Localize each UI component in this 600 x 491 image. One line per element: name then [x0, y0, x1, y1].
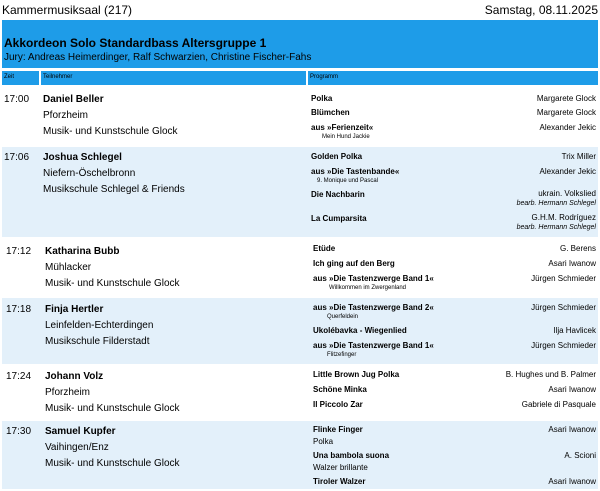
participant-school: Musik- und Kunstschule Glock: [45, 278, 180, 289]
participant-name: Katharina Bubb: [45, 246, 120, 257]
piece-composer: Trix Miller: [561, 152, 596, 161]
participant-school: Musikschule Filderstadt: [45, 336, 150, 347]
piece-title: aus »Die Tastenbande«: [311, 167, 400, 176]
participant-school: Musik- und Kunstschule Glock: [45, 403, 180, 414]
piece-note: Mein Hund Jackie: [322, 134, 370, 140]
piece-title: aus »Die Tastenzwerge Band 1«: [313, 274, 434, 283]
piece-title: aus »Die Tastenzwerge Band 2«: [313, 303, 434, 312]
piece-note: Flitzefinger: [327, 352, 357, 358]
piece-composer: Jürgen Schmieder: [531, 341, 596, 350]
piece-title: Schöne Minka: [313, 385, 367, 394]
piece-composer: Alexander Jekic: [539, 123, 596, 132]
column-header: [2, 71, 598, 85]
entry-time: 17:12: [6, 246, 32, 257]
event-date: Samstag, 08.11.2025: [484, 3, 598, 17]
piece-composer: Jürgen Schmieder: [531, 274, 596, 283]
category-header: [2, 20, 598, 68]
participant-city: Leinfelden-Echterdingen: [45, 320, 154, 331]
piece-title: Etüde: [313, 244, 336, 253]
piece-title: Ukolébavka - Wiegenlied: [313, 326, 407, 335]
piece-title: aus »Ferienzeit«: [311, 123, 374, 132]
piece-title: Golden Polka: [311, 152, 363, 161]
participant-city: Pforzheim: [45, 387, 91, 398]
hall-name: Kammermusiksaal (217): [2, 3, 133, 17]
column-program: Programm: [308, 71, 598, 85]
piece-title: La Cumparsita: [311, 214, 367, 223]
piece-title: Little Brown Jug Polka: [313, 370, 400, 379]
participant-name: Daniel Beller: [43, 94, 104, 105]
piece-title: aus »Die Tastenzwerge Band 1«: [313, 341, 434, 350]
piece-composer: ukrain. Volkslied: [538, 189, 596, 198]
piece-title: Ich ging auf den Berg: [313, 259, 395, 268]
piece-composer: Asari Iwanow: [548, 477, 596, 486]
piece-composer: Jürgen Schmieder: [531, 303, 596, 312]
participant-name: Samuel Kupfer: [45, 426, 116, 437]
participant-name: Johann Volz: [45, 371, 104, 382]
participant-city: Mühlacker: [45, 262, 92, 273]
entry-time: 17:18: [6, 304, 32, 315]
table-row: [2, 147, 598, 237]
participant-city: Niefern-Öschelbronn: [43, 168, 136, 179]
entry-time: 17:06: [4, 152, 30, 163]
participant-name: Finja Hertler: [45, 304, 104, 315]
participant-school: Musikschule Schlegel & Friends: [43, 184, 185, 195]
piece-title: Il Piccolo Zar: [313, 400, 363, 409]
piece-composer: Ilja Havlicek: [553, 326, 596, 335]
piece-subtitle: Walzer brillante: [313, 463, 368, 472]
page-header: [0, 0, 600, 20]
participant-city: Vaihingen/Enz: [45, 442, 109, 453]
piece-composer: G.H.M. Rodríguez: [531, 213, 596, 222]
participant-school: Musik- und Kunstschule Glock: [45, 458, 180, 469]
piece-arranger: bearb. Hermann Schlegel: [516, 200, 596, 207]
piece-composer: Asari Iwanow: [548, 425, 596, 434]
piece-arranger: bearb. Hermann Schlegel: [516, 224, 596, 231]
piece-composer: A. Scioni: [564, 451, 596, 460]
piece-composer: G. Berens: [559, 244, 596, 253]
entry-time: 17:00: [4, 94, 30, 105]
table-row: [2, 365, 598, 419]
participant-city: Pforzheim: [43, 110, 89, 121]
jury-line: Jury: Andreas Heimerdinger, Ralf Schwarzien, Christine Fischer-Fahs: [4, 52, 312, 63]
piece-subtitle: Polka: [313, 437, 334, 446]
piece-title: Flinke Finger: [313, 425, 363, 434]
piece-composer: Asari Iwanow: [548, 259, 596, 268]
category-title: Akkordeon Solo Standardbass Altersgruppe 1: [4, 36, 267, 50]
piece-title: Tiroler Walzer: [313, 477, 366, 486]
table-row: [2, 238, 598, 296]
piece-note: 9. Monique und Pascal: [317, 178, 379, 184]
participant-school: Musik- und Kunstschule Glock: [43, 126, 178, 137]
column-time: Zeit: [2, 71, 39, 85]
table-row: [2, 421, 598, 489]
piece-note: Querfeldein: [327, 314, 359, 320]
entry-time: 17:24: [6, 371, 32, 382]
table-row: [2, 298, 598, 364]
piece-title: Polka: [311, 94, 333, 103]
piece-composer: Asari Iwanow: [548, 385, 596, 394]
participant-name: Joshua Schlegel: [43, 152, 122, 163]
entry-time: 17:30: [6, 426, 32, 437]
piece-composer: Alexander Jekic: [539, 167, 596, 176]
piece-note: Willkommen im Zwergenland: [329, 285, 407, 291]
piece-title: Die Nachbarin: [311, 190, 365, 199]
piece-composer: Gabriele di Pasquale: [521, 400, 596, 409]
column-participant: Teilnehmer: [41, 71, 306, 85]
piece-title: Blümchen: [311, 108, 350, 117]
piece-composer: B. Hughes und B. Palmer: [505, 370, 596, 379]
piece-composer: Margarete Glock: [536, 94, 596, 103]
piece-composer: Margarete Glock: [536, 108, 596, 117]
piece-title: Una bambola suona: [313, 451, 390, 460]
table-row: [2, 89, 598, 146]
